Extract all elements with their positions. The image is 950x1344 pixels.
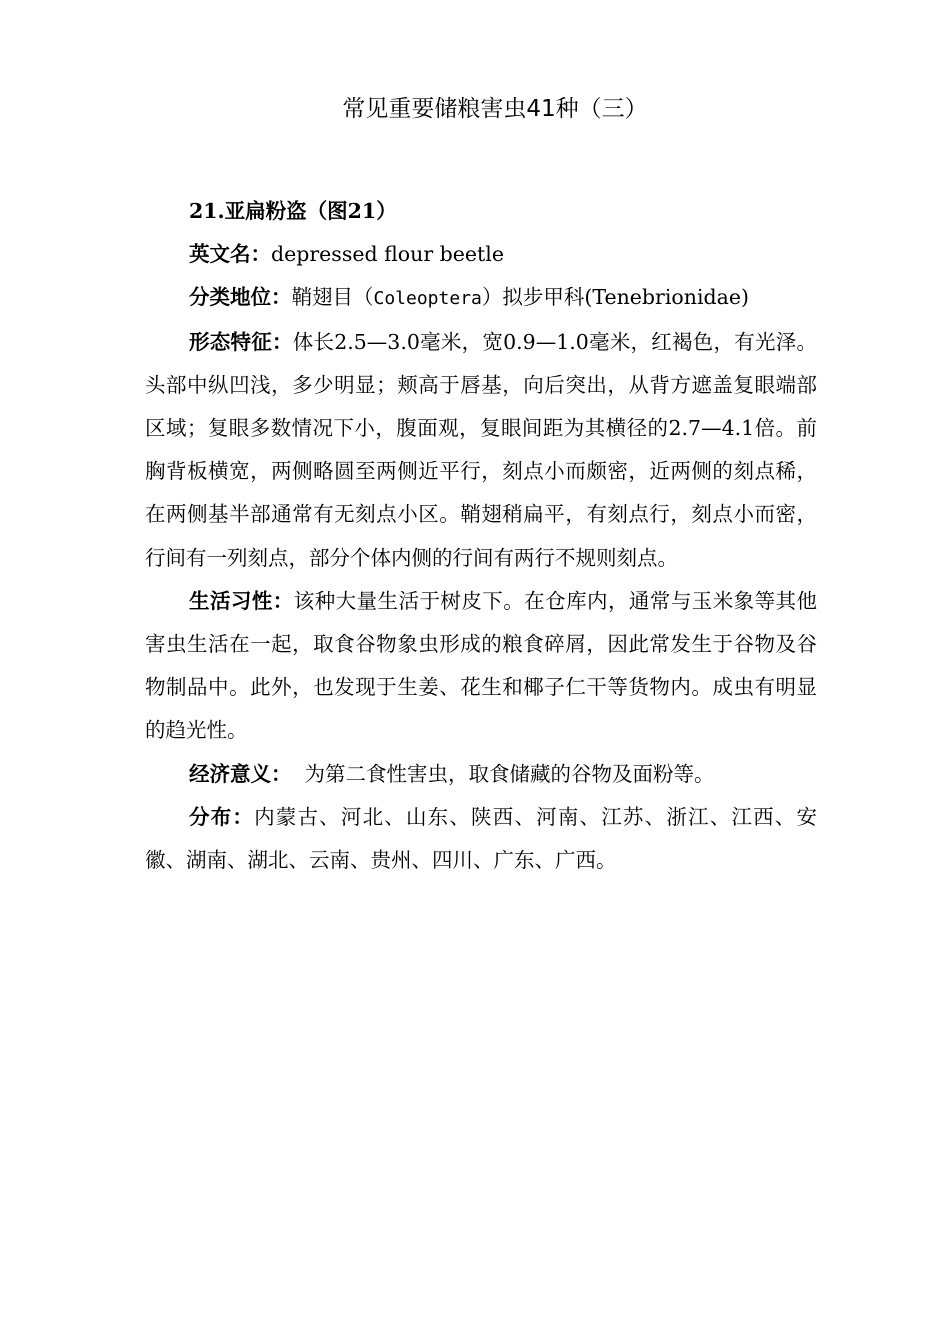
english-name-label: 英文名：: [189, 242, 271, 267]
economic-text: 为第二食性害虫，取食储藏的谷物及面粉等。: [291, 761, 715, 786]
section-heading: 21.亚扁粉盗（图21）: [189, 199, 397, 223]
english-name-value: depressed flour beetle: [271, 242, 504, 267]
classification-latin-order: Coleoptera: [373, 288, 482, 310]
morphology-paragraph: [145, 321, 817, 580]
economic-paragraph: [145, 753, 817, 796]
habits-paragraph: [145, 580, 817, 753]
document-title: 常见重要储粮害虫41种（三）: [342, 96, 648, 122]
classification-paragraph: [145, 276, 817, 320]
english-name-paragraph: [145, 233, 817, 276]
economic-label: 经济意义：: [189, 761, 292, 786]
morphology-text: 体长2.5—3.0毫米，宽0.9—1.0毫米，红褐色，有光泽。头部中纵凹浅，多少明显；颊高于唇基，向后突出，从背方遮盖复眼端部区域；复眼多数情况下小，腹面观，复眼间距为其横径的2.7—4.1倍。前胸背板横宽，两侧略圆至两侧近平行，刻点小而颇密，近两侧的刻点稀，在两侧基半部通常有无刻点小区。鞘翅稍扁平，有刻点行，刻点小而密，行间有一列刻点，部分个体内侧的行间有两行不规则刻点。: [145, 329, 818, 570]
document-body: [145, 190, 817, 882]
morphology-label: 形态特征：: [189, 329, 293, 354]
classification-value-suffix: ）拟步甲科(Tenebrionidae): [481, 285, 749, 310]
distribution-paragraph: [145, 796, 817, 882]
distribution-text: 内蒙古、河北、山东、陕西、河南、江苏、浙江、江西、安徽、湖南、湖北、云南、贵州、四川、广东、广西。: [145, 804, 818, 873]
habits-label: 生活习性：: [189, 588, 294, 613]
habits-text: 该种大量生活于树皮下。在仓库内，通常与玉米象等其他害虫生活在一起，取食谷物象虫形成的粮食碎屑，因此常发生于谷物及谷物制品中。此外，也发现于生姜、花生和椰子仁干等货物内。成虫有明显的趋光性。: [145, 588, 818, 743]
classification-value-prefix: 鞘翅目（: [291, 285, 374, 310]
classification-label: 分类地位：: [189, 285, 292, 310]
distribution-label: 分布：: [189, 804, 255, 829]
